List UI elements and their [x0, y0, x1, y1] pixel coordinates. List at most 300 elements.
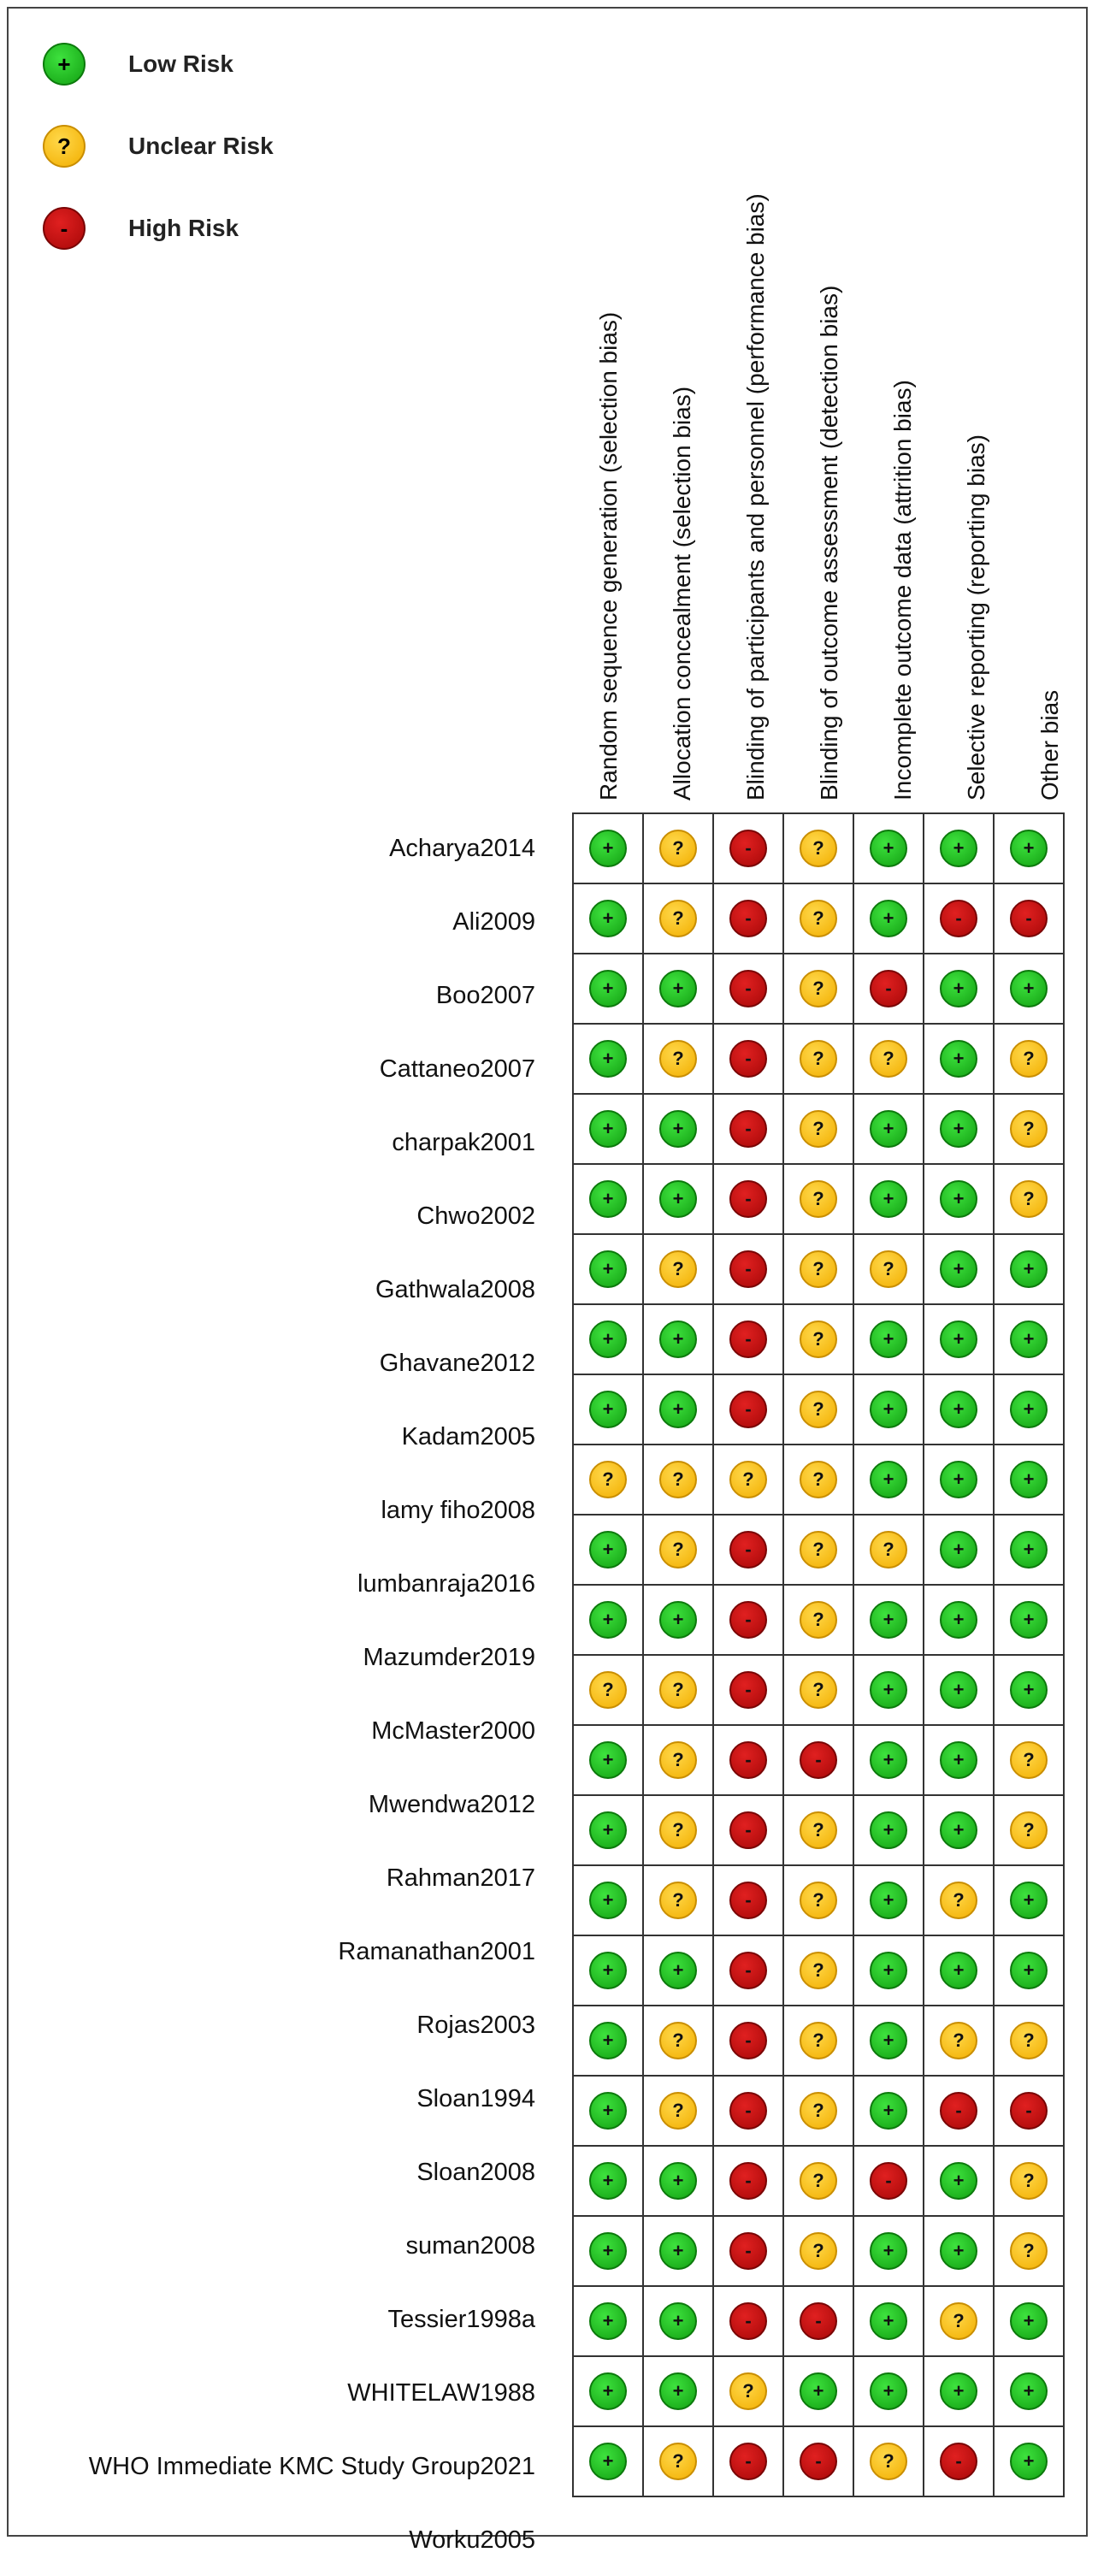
table-row [573, 1304, 1064, 1374]
risk-cell [573, 883, 643, 954]
risk-cell [713, 883, 783, 954]
low-risk-icon: + [870, 2092, 907, 2130]
risk-cell [994, 1795, 1064, 1865]
risk-cell [994, 1374, 1064, 1445]
risk-cell [573, 1655, 643, 1725]
high-risk-icon: - [729, 1671, 767, 1709]
risk-cell [573, 1515, 643, 1585]
low-risk-icon: + [589, 1531, 627, 1569]
unclear-risk-icon: ? [800, 1671, 837, 1709]
risk-cell [924, 2216, 994, 2286]
low-risk-icon: + [589, 1391, 627, 1428]
study-label: Gathwala2008 [375, 1276, 535, 1303]
low-risk-icon: + [1010, 830, 1048, 867]
low-risk-icon: + [800, 2372, 837, 2410]
legend-item-low [43, 43, 233, 86]
risk-cell [783, 954, 853, 1024]
risk-cell [713, 1445, 783, 1515]
risk-cell [994, 1515, 1064, 1585]
risk-grid [572, 812, 1065, 2497]
risk-cell [573, 1725, 643, 1795]
risk-cell [853, 2426, 924, 2496]
unclear-risk-icon: ? [800, 1110, 837, 1148]
unclear-risk-icon: ? [589, 1461, 627, 1498]
study-label: Ali2009 [452, 908, 535, 936]
low-risk-icon: + [589, 970, 627, 1007]
low-risk-icon: + [870, 2372, 907, 2410]
unclear-risk-icon: ? [800, 1461, 837, 1498]
low-risk-icon: + [1010, 1250, 1048, 1288]
risk-cell [573, 2146, 643, 2216]
unclear-risk-icon: ? [1010, 1040, 1048, 1078]
low-risk-icon: + [870, 1811, 907, 1849]
high-risk-icon: - [729, 1250, 767, 1288]
unclear-risk-icon: ? [659, 1531, 697, 1569]
low-risk-icon: + [589, 1180, 627, 1218]
study-label: Rojas2003 [416, 2012, 535, 2039]
low-risk-icon: + [1010, 1601, 1048, 1639]
high-risk-icon: - [870, 970, 907, 1007]
table-row [573, 2006, 1064, 2076]
risk-cell [643, 2146, 713, 2216]
unclear-risk-icon: ? [940, 1882, 977, 1919]
unclear-risk-icon: ? [800, 1250, 837, 1288]
low-risk-icon: + [870, 1110, 907, 1148]
unclear-risk-icon: ? [1010, 1741, 1048, 1779]
table-row [573, 2356, 1064, 2426]
risk-cell [783, 1234, 853, 1304]
low-risk-icon: + [589, 2302, 627, 2340]
low-risk-icon: + [589, 1601, 627, 1639]
risk-cell [713, 1164, 783, 1234]
risk-cell [783, 1655, 853, 1725]
risk-cell [713, 1515, 783, 1585]
risk-cell [713, 954, 783, 1024]
risk-cell [643, 1024, 713, 1094]
study-label: lamy fiho2008 [381, 1497, 535, 1524]
unclear-risk-icon: ? [800, 1320, 837, 1358]
unclear-risk-icon: ? [800, 1040, 837, 1078]
risk-cell [713, 2356, 783, 2426]
unclear-risk-icon: ? [800, 1180, 837, 1218]
low-risk-icon: + [589, 2162, 627, 2200]
risk-cell [783, 1515, 853, 1585]
table-row [573, 1585, 1064, 1655]
table-row [573, 2076, 1064, 2146]
risk-cell [853, 1164, 924, 1234]
risk-cell [994, 2076, 1064, 2146]
risk-cell [853, 2146, 924, 2216]
low-risk-icon: + [870, 1461, 907, 1498]
unclear-risk-icon: ? [589, 1671, 627, 1709]
risk-cell [783, 1865, 853, 1935]
unclear-risk-icon: ? [800, 1601, 837, 1639]
risk-cell [713, 2216, 783, 2286]
unclear-risk-icon: ? [659, 1811, 697, 1849]
low-risk-icon: + [870, 1320, 907, 1358]
low-risk-icon: + [1010, 1531, 1048, 1569]
study-label: Sloan1994 [416, 2085, 535, 2112]
risk-cell [643, 1655, 713, 1725]
risk-cell [924, 1795, 994, 1865]
unclear-risk-icon: ? [659, 1671, 697, 1709]
risk-cell [924, 2006, 994, 2076]
high-risk-icon: - [729, 1811, 767, 1849]
unclear-risk-icon: ? [729, 1461, 767, 1498]
table-row [573, 1164, 1064, 1234]
risk-cell [643, 883, 713, 954]
study-label: Ramanathan2001 [338, 1938, 535, 1965]
unclear-risk-icon: ? [870, 2443, 907, 2480]
high-risk-icon: - [940, 2092, 977, 2130]
risk-cell [783, 2006, 853, 2076]
low-risk-icon: + [870, 900, 907, 937]
high-risk-icon: - [729, 1391, 767, 1428]
legend-unclear-label: Unclear Risk [128, 133, 274, 159]
low-risk-icon: + [940, 1040, 977, 1078]
risk-cell [643, 1164, 713, 1234]
risk-cell [783, 1725, 853, 1795]
low-risk-icon: + [940, 2232, 977, 2270]
risk-cell [643, 2426, 713, 2496]
unclear-risk-icon: ? [1010, 1811, 1048, 1849]
study-label: Rahman2017 [386, 1864, 535, 1892]
risk-cell [643, 2076, 713, 2146]
risk-cell [994, 2286, 1064, 2356]
low-risk-icon: + [589, 2232, 627, 2270]
low-risk-icon: + [870, 2022, 907, 2059]
low-risk-icon: + [940, 1180, 977, 1218]
risk-cell [713, 2426, 783, 2496]
study-label: charpak2001 [392, 1129, 535, 1156]
table-row [573, 813, 1064, 883]
risk-cell [994, 1445, 1064, 1515]
unclear-risk-icon: ? [1010, 1180, 1048, 1218]
risk-cell [994, 2216, 1064, 2286]
risk-cell [994, 1865, 1064, 1935]
table-row [573, 883, 1064, 954]
risk-cell [924, 1304, 994, 1374]
table-row [573, 2426, 1064, 2496]
risk-cell [853, 2006, 924, 2076]
column-header-6: Selective reporting (reporting bias) [963, 434, 989, 801]
risk-cell [924, 1374, 994, 1445]
low-risk-icon: + [589, 1040, 627, 1078]
table-row [573, 1935, 1064, 2006]
risk-cell [924, 2426, 994, 2496]
table-row [573, 1234, 1064, 1304]
risk-cell [783, 1024, 853, 1094]
risk-cell [643, 1585, 713, 1655]
unclear-risk-icon: ? [800, 1952, 837, 1989]
risk-cell [573, 1445, 643, 1515]
high-risk-icon: - [870, 2162, 907, 2200]
risk-cell [713, 1865, 783, 1935]
low-risk-icon: + [870, 1671, 907, 1709]
risk-cell [924, 2146, 994, 2216]
risk-cell [643, 2356, 713, 2426]
study-label: Boo2007 [435, 982, 535, 1009]
low-risk-icon: + [1010, 2372, 1048, 2410]
study-label: Tessier1998a [387, 2306, 535, 2333]
unclear-risk-icon: ? [800, 830, 837, 867]
study-label: suman2008 [405, 2232, 535, 2260]
risk-cell [994, 1024, 1064, 1094]
risk-cell [994, 2146, 1064, 2216]
high-risk-icon: - [1010, 2092, 1048, 2130]
high-risk-icon: - [729, 1601, 767, 1639]
unclear-risk-icon: ? [800, 900, 837, 937]
low-risk-icon: + [870, 1391, 907, 1428]
risk-cell [573, 1585, 643, 1655]
risk-cell [573, 2006, 643, 2076]
risk-cell [994, 813, 1064, 883]
table-row [573, 954, 1064, 1024]
low-risk-icon: + [940, 1601, 977, 1639]
low-risk-icon: + [870, 2232, 907, 2270]
risk-cell [994, 1094, 1064, 1164]
low-risk-icon: + [870, 1601, 907, 1639]
risk-cell [713, 2076, 783, 2146]
risk-cell [853, 1655, 924, 1725]
risk-cell [924, 1515, 994, 1585]
unclear-risk-icon: ? [659, 2092, 697, 2130]
risk-cell [853, 2076, 924, 2146]
risk-cell [643, 1515, 713, 1585]
high-risk-icon: - [800, 2443, 837, 2480]
risk-cell [853, 1515, 924, 1585]
high-risk-icon: - [729, 1531, 767, 1569]
unclear-risk-icon: ? [1010, 2232, 1048, 2270]
risk-cell [924, 1024, 994, 1094]
unclear-risk-icon: ? [729, 2372, 767, 2410]
low-risk-icon: + [870, 830, 907, 867]
study-label: Acharya2014 [389, 835, 535, 862]
risk-cell [853, 1304, 924, 1374]
column-header-3: Blinding of participants and personnel (performance bias) [742, 193, 769, 801]
risk-cell [853, 954, 924, 1024]
risk-cell [924, 1865, 994, 1935]
risk-cell [853, 1725, 924, 1795]
legend-high-icon: - [43, 207, 86, 250]
risk-cell [924, 2356, 994, 2426]
high-risk-icon: - [729, 2302, 767, 2340]
low-risk-icon: + [659, 2372, 697, 2410]
risk-cell [924, 1935, 994, 2006]
risk-cell [994, 1304, 1064, 1374]
high-risk-icon: - [800, 2302, 837, 2340]
risk-cell [994, 1935, 1064, 2006]
legend-low-label: Low Risk [128, 50, 233, 77]
high-risk-icon: - [729, 1320, 767, 1358]
legend-item-high [43, 207, 239, 250]
low-risk-icon: + [589, 2372, 627, 2410]
risk-cell [783, 2286, 853, 2356]
unclear-risk-icon: ? [659, 1040, 697, 1078]
risk-cell [924, 1164, 994, 1234]
legend-low-icon: + [43, 43, 86, 86]
low-risk-icon: + [659, 970, 697, 1007]
risk-cell [853, 1234, 924, 1304]
unclear-risk-icon: ? [659, 2443, 697, 2480]
low-risk-icon: + [940, 2372, 977, 2410]
low-risk-icon: + [940, 1741, 977, 1779]
high-risk-icon: - [729, 970, 767, 1007]
low-risk-icon: + [589, 1741, 627, 1779]
column-header-2: Allocation concealment (selection bias) [669, 386, 695, 801]
unclear-risk-icon: ? [800, 2232, 837, 2270]
low-risk-icon: + [589, 1882, 627, 1919]
table-row [573, 1094, 1064, 1164]
high-risk-icon: - [729, 830, 767, 867]
low-risk-icon: + [659, 2162, 697, 2200]
risk-cell [573, 2286, 643, 2356]
high-risk-icon: - [940, 900, 977, 937]
risk-cell [643, 1445, 713, 1515]
risk-cell [924, 1655, 994, 1725]
risk-cell [783, 1935, 853, 2006]
table-row [573, 2146, 1064, 2216]
risk-cell [713, 1655, 783, 1725]
high-risk-icon: - [729, 1882, 767, 1919]
risk-of-bias-chart [7, 7, 1088, 2554]
column-header-1: Random sequence generation (selection bias) [595, 311, 622, 801]
low-risk-icon: + [589, 900, 627, 937]
risk-cell [783, 1585, 853, 1655]
study-label: Chwo2002 [416, 1202, 535, 1230]
unclear-risk-icon: ? [1010, 1110, 1048, 1148]
risk-cell [853, 1094, 924, 1164]
risk-cell [924, 1445, 994, 1515]
low-risk-icon: + [940, 1671, 977, 1709]
risk-cell [994, 2006, 1064, 2076]
risk-cell [853, 1865, 924, 1935]
risk-cell [573, 1024, 643, 1094]
high-risk-icon: - [729, 2443, 767, 2480]
risk-cell [994, 2426, 1064, 2496]
unclear-risk-icon: ? [659, 1882, 697, 1919]
risk-cell [573, 1304, 643, 1374]
low-risk-icon: + [870, 1952, 907, 1989]
risk-cell [783, 883, 853, 954]
low-risk-icon: + [589, 1952, 627, 1989]
low-risk-icon: + [589, 1250, 627, 1288]
unclear-risk-icon: ? [870, 1040, 907, 1078]
risk-cell [643, 1935, 713, 2006]
risk-cell [853, 1374, 924, 1445]
unclear-risk-icon: ? [870, 1531, 907, 1569]
risk-cell [643, 2006, 713, 2076]
risk-cell [924, 1234, 994, 1304]
risk-cell [643, 1725, 713, 1795]
study-label: WHITELAW1988 [347, 2379, 535, 2407]
study-label: Sloan2008 [416, 2159, 535, 2186]
low-risk-icon: + [659, 1180, 697, 1218]
risk-cell [783, 2216, 853, 2286]
low-risk-icon: + [659, 1320, 697, 1358]
low-risk-icon: + [1010, 2302, 1048, 2340]
risk-cell [783, 1304, 853, 1374]
risk-cell [713, 1725, 783, 1795]
study-label: Ghavane2012 [379, 1350, 535, 1377]
study-label: lumbanraja2016 [357, 1570, 535, 1598]
low-risk-icon: + [870, 1741, 907, 1779]
table-row [573, 2216, 1064, 2286]
risk-cell [924, 813, 994, 883]
table-row [573, 1865, 1064, 1935]
low-risk-icon: + [870, 1180, 907, 1218]
risk-cell [994, 1655, 1064, 1725]
low-risk-icon: + [1010, 2443, 1048, 2480]
risk-cell [713, 1304, 783, 1374]
risk-cell [994, 1164, 1064, 1234]
study-label: Mazumder2019 [363, 1644, 535, 1671]
risk-cell [924, 2076, 994, 2146]
unclear-risk-icon: ? [659, 1741, 697, 1779]
table-row [573, 1445, 1064, 1515]
risk-cell [853, 2286, 924, 2356]
unclear-risk-icon: ? [940, 2302, 977, 2340]
risk-cell [643, 813, 713, 883]
low-risk-icon: + [659, 1110, 697, 1148]
low-risk-icon: + [659, 1952, 697, 1989]
risk-cell [994, 883, 1064, 954]
risk-cell [713, 2146, 783, 2216]
high-risk-icon: - [729, 900, 767, 937]
low-risk-icon: + [940, 1391, 977, 1428]
risk-cell [853, 1795, 924, 1865]
risk-cell [853, 1445, 924, 1515]
table-row [573, 1655, 1064, 1725]
risk-cell [853, 2356, 924, 2426]
low-risk-icon: + [1010, 1882, 1048, 1919]
risk-cell [573, 2216, 643, 2286]
unclear-risk-icon: ? [800, 2162, 837, 2200]
high-risk-icon: - [729, 1741, 767, 1779]
low-risk-icon: + [589, 830, 627, 867]
risk-cell [713, 1374, 783, 1445]
risk-cell [573, 2426, 643, 2496]
high-risk-icon: - [729, 1952, 767, 1989]
unclear-risk-icon: ? [800, 2092, 837, 2130]
risk-cell [643, 954, 713, 1024]
risk-cell [783, 2076, 853, 2146]
risk-cell [853, 813, 924, 883]
risk-cell [573, 2076, 643, 2146]
low-risk-icon: + [940, 1320, 977, 1358]
unclear-risk-icon: ? [800, 1882, 837, 1919]
risk-cell [713, 1234, 783, 1304]
unclear-risk-icon: ? [1010, 2022, 1048, 2059]
risk-cell [573, 1865, 643, 1935]
unclear-risk-icon: ? [940, 2022, 977, 2059]
column-header-5: Incomplete outcome data (attrition bias) [889, 380, 916, 801]
low-risk-icon: + [589, 1110, 627, 1148]
risk-cell [853, 883, 924, 954]
high-risk-icon: - [729, 1110, 767, 1148]
risk-cell [924, 1094, 994, 1164]
low-risk-icon: + [940, 1952, 977, 1989]
risk-cell [643, 2286, 713, 2356]
risk-cell [853, 1935, 924, 2006]
low-risk-icon: + [940, 1811, 977, 1849]
legend-unclear-icon: ? [43, 125, 86, 168]
risk-cell [573, 1795, 643, 1865]
risk-cell [573, 813, 643, 883]
risk-cell [643, 1304, 713, 1374]
low-risk-icon: + [1010, 1320, 1048, 1358]
low-risk-icon: + [1010, 1391, 1048, 1428]
